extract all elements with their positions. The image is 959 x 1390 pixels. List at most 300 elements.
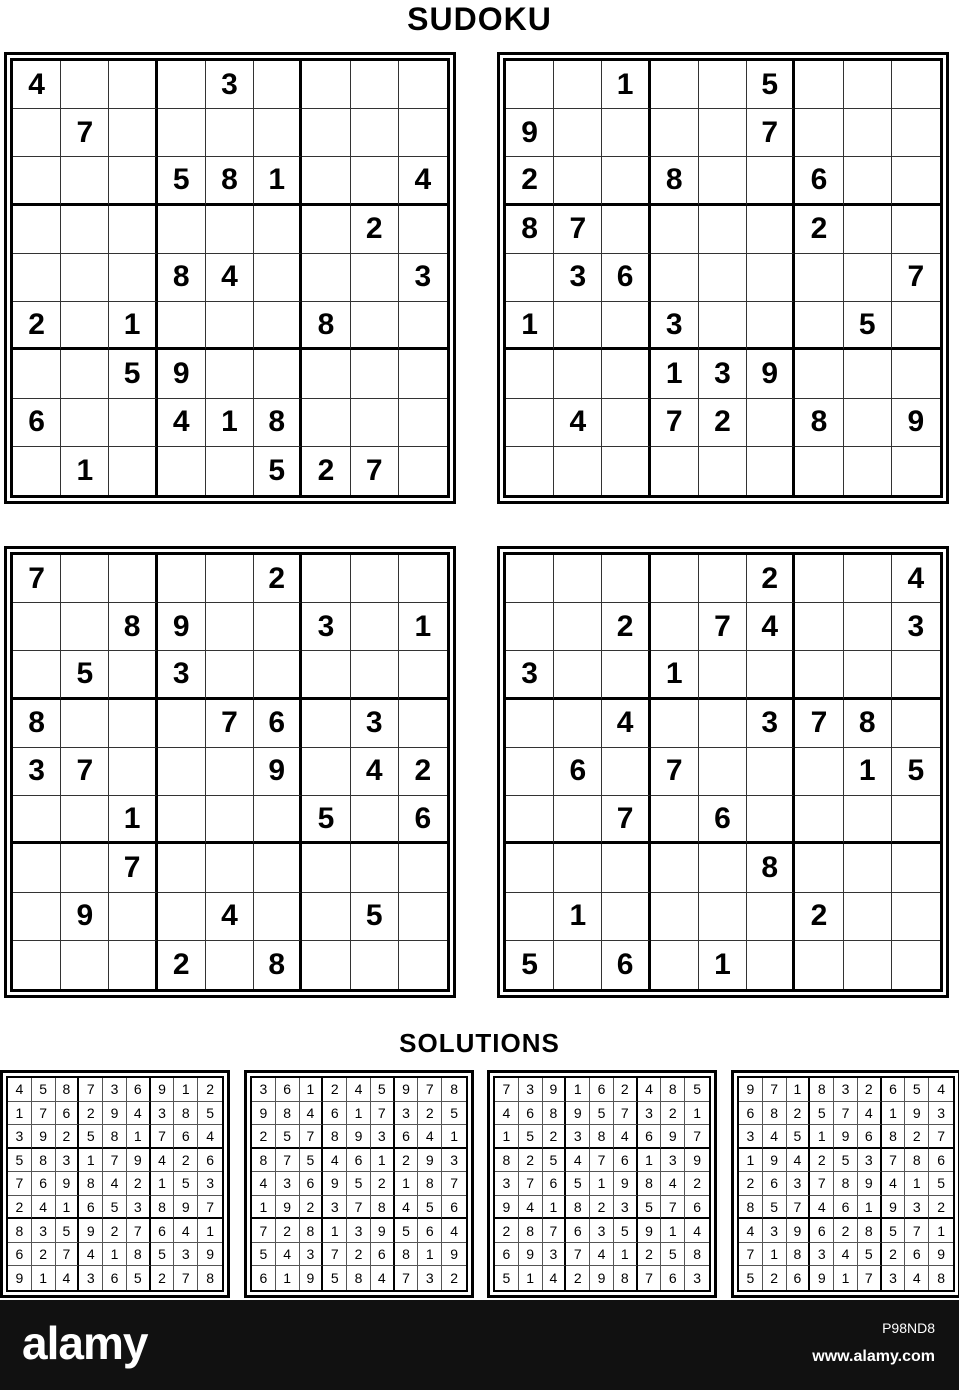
solution-cell: 9 — [8, 1266, 32, 1290]
puzzle-cell — [844, 254, 892, 302]
puzzle-cell: 4 — [351, 748, 399, 796]
solution-cell: 7 — [495, 1078, 519, 1102]
solution-cell: 5 — [395, 1219, 419, 1243]
puzzle-cell — [506, 254, 554, 302]
solution-cell: 6 — [32, 1172, 56, 1196]
solution-cell: 6 — [519, 1102, 543, 1126]
solution-cell: 3 — [543, 1243, 567, 1267]
solution-cell: 6 — [590, 1078, 614, 1102]
puzzle-cell — [892, 206, 940, 254]
solution-cell: 4 — [929, 1078, 953, 1102]
puzzle-cell — [254, 61, 302, 109]
solution-cell: 6 — [834, 1196, 858, 1220]
solution-cell: 3 — [395, 1102, 419, 1126]
solution-cell: 4 — [787, 1149, 811, 1173]
solution-cell: 8 — [418, 1172, 442, 1196]
solution-cell: 3 — [834, 1078, 858, 1102]
puzzle-cell — [795, 302, 843, 350]
puzzle-cell — [506, 350, 554, 398]
solution-cell: 4 — [590, 1243, 614, 1267]
puzzle-cell — [302, 941, 350, 989]
solution-cell: 5 — [519, 1125, 543, 1149]
puzzle-cell: 8 — [302, 302, 350, 350]
solution-cell: 9 — [32, 1125, 56, 1149]
solution-cell: 5 — [103, 1196, 127, 1220]
puzzle-cell: 5 — [254, 447, 302, 495]
puzzle-cell: 2 — [399, 748, 447, 796]
puzzle-cell — [844, 603, 892, 651]
solution-cell: 8 — [276, 1102, 300, 1126]
solution-cell: 6 — [371, 1243, 395, 1267]
solution-cell: 6 — [763, 1172, 787, 1196]
puzzle-cell — [399, 447, 447, 495]
solution-cell: 9 — [858, 1172, 882, 1196]
puzzle-cell: 6 — [254, 700, 302, 748]
solution-cell: 8 — [685, 1243, 709, 1267]
solution-cell: 6 — [252, 1266, 276, 1290]
solution-cell: 7 — [395, 1266, 419, 1290]
solution-cell: 1 — [103, 1243, 127, 1267]
solution-cell: 3 — [323, 1196, 347, 1220]
puzzle-cell: 1 — [844, 748, 892, 796]
solution-cell: 1 — [763, 1243, 787, 1267]
puzzle-cell — [506, 61, 554, 109]
solution-cell: 9 — [543, 1078, 567, 1102]
puzzle-cell — [892, 941, 940, 989]
solution-cell: 3 — [787, 1172, 811, 1196]
solution-cell: 7 — [763, 1078, 787, 1102]
puzzle-cell — [61, 941, 109, 989]
solution-cell: 9 — [787, 1219, 811, 1243]
puzzle-cell — [554, 700, 602, 748]
puzzle-cell — [844, 350, 892, 398]
puzzle-cell — [699, 254, 747, 302]
solution-cell: 7 — [638, 1266, 662, 1290]
puzzle-cell — [61, 61, 109, 109]
solution-cell: 7 — [418, 1078, 442, 1102]
solution-cell: 1 — [276, 1266, 300, 1290]
solution-cell: 3 — [371, 1125, 395, 1149]
puzzle-cell: 6 — [602, 941, 650, 989]
solution-cell: 4 — [252, 1172, 276, 1196]
solution-cell: 5 — [418, 1196, 442, 1220]
puzzle-cell: 2 — [302, 447, 350, 495]
solution-cell: 1 — [32, 1266, 56, 1290]
puzzle-cell — [699, 302, 747, 350]
puzzle-cell — [795, 651, 843, 699]
puzzle-cell — [302, 206, 350, 254]
puzzle-cell: 7 — [747, 109, 795, 157]
puzzle-cell — [206, 651, 254, 699]
puzzle-cell — [254, 844, 302, 892]
puzzle-cell: 1 — [506, 302, 554, 350]
solution-cell: 4 — [103, 1172, 127, 1196]
puzzle-cell: 4 — [158, 399, 206, 447]
solution-cell: 7 — [590, 1149, 614, 1173]
puzzle-cell — [554, 796, 602, 844]
puzzle-cell — [13, 254, 61, 302]
puzzle-cell — [13, 350, 61, 398]
solution-cell: 4 — [198, 1125, 222, 1149]
puzzle-cell: 6 — [699, 796, 747, 844]
solution-cell: 5 — [929, 1172, 953, 1196]
puzzle-cell — [651, 603, 699, 651]
puzzle-cell — [206, 748, 254, 796]
puzzle-cell — [109, 157, 157, 205]
puzzle-cell — [109, 651, 157, 699]
solution-cell: 3 — [79, 1266, 103, 1290]
solution-cell: 4 — [543, 1266, 567, 1290]
puzzle-cell — [61, 254, 109, 302]
solution-cell: 6 — [929, 1149, 953, 1173]
puzzle-cell: 8 — [651, 157, 699, 205]
puzzle-cell — [399, 399, 447, 447]
solution-cell: 1 — [905, 1172, 929, 1196]
puzzle-cell — [747, 254, 795, 302]
solution-cell: 8 — [127, 1243, 151, 1267]
puzzle-cell — [651, 61, 699, 109]
solution-cell: 9 — [347, 1125, 371, 1149]
puzzle-cell — [602, 748, 650, 796]
solution-cell: 7 — [151, 1125, 175, 1149]
puzzle-cell — [351, 651, 399, 699]
puzzle-cell — [13, 447, 61, 495]
puzzle-cell: 2 — [254, 555, 302, 603]
solution-cell: 4 — [32, 1196, 56, 1220]
puzzle-cell — [602, 399, 650, 447]
puzzle-cell: 1 — [61, 447, 109, 495]
solution-cell: 7 — [347, 1196, 371, 1220]
puzzle-cell: 9 — [892, 399, 940, 447]
puzzle-cell: 4 — [206, 893, 254, 941]
puzzle-cell: 7 — [206, 700, 254, 748]
puzzle-cell: 5 — [302, 796, 350, 844]
solution-cell: 8 — [763, 1102, 787, 1126]
solution-cell: 8 — [300, 1219, 324, 1243]
solution-cell: 3 — [763, 1219, 787, 1243]
puzzle-cell: 4 — [747, 603, 795, 651]
solution-cell: 8 — [174, 1102, 198, 1126]
solution-cell: 3 — [638, 1102, 662, 1126]
puzzle-cell — [651, 555, 699, 603]
solution-cell: 5 — [347, 1172, 371, 1196]
puzzle-cell — [399, 651, 447, 699]
solution-cell: 2 — [300, 1196, 324, 1220]
puzzle-cell — [699, 157, 747, 205]
solution-cell: 8 — [590, 1125, 614, 1149]
solution-cell: 3 — [566, 1125, 590, 1149]
puzzle-cell — [302, 844, 350, 892]
puzzle-cell — [13, 109, 61, 157]
solution-cell: 3 — [590, 1219, 614, 1243]
solution-cell: 4 — [519, 1196, 543, 1220]
solution-cell: 1 — [442, 1125, 466, 1149]
puzzle-cell: 3 — [302, 603, 350, 651]
solution-cell: 6 — [739, 1102, 763, 1126]
solution-cell: 6 — [566, 1219, 590, 1243]
solution-cell: 1 — [810, 1125, 834, 1149]
puzzle-cell: 3 — [351, 700, 399, 748]
solution-cell: 9 — [442, 1243, 466, 1267]
puzzle-cell — [61, 700, 109, 748]
puzzle-cell — [254, 796, 302, 844]
puzzle-cell — [844, 651, 892, 699]
puzzle-cell: 9 — [747, 350, 795, 398]
puzzle-cell — [699, 893, 747, 941]
puzzle-cell: 3 — [506, 651, 554, 699]
puzzle-cell — [254, 651, 302, 699]
puzzle-cell — [399, 700, 447, 748]
puzzle-cell: 5 — [892, 748, 940, 796]
page-title: SUDOKU — [407, 1, 552, 37]
puzzle-cell — [506, 603, 554, 651]
solution-cell: 5 — [810, 1102, 834, 1126]
solution-cell: 8 — [519, 1219, 543, 1243]
puzzle-cell — [351, 350, 399, 398]
puzzle-cell — [254, 350, 302, 398]
solution-cell: 8 — [206, 1270, 214, 1287]
puzzle-cell — [892, 893, 940, 941]
solution-cell: 3 — [56, 1149, 80, 1173]
solution-cell: 8 — [810, 1078, 834, 1102]
puzzle-cell: 6 — [795, 157, 843, 205]
puzzle-cell — [109, 61, 157, 109]
sudoku-puzzle-3 — [4, 546, 456, 998]
solution-cell: 8 — [566, 1196, 590, 1220]
solution-cell: 6 — [103, 1266, 127, 1290]
solution-cell: 6 — [8, 1243, 32, 1267]
solution-cell: 9 — [739, 1078, 763, 1102]
puzzle-cell: 7 — [795, 700, 843, 748]
solution-cell: 7 — [929, 1125, 953, 1149]
solution-cell: 1 — [323, 1219, 347, 1243]
solution-cell: 1 — [495, 1125, 519, 1149]
puzzle-cell: 8 — [254, 399, 302, 447]
solution-cell: 2 — [763, 1266, 787, 1290]
solutions-title: SOLUTIONS — [399, 1028, 560, 1058]
solution-cell: 2 — [834, 1219, 858, 1243]
puzzle-cell: 7 — [109, 844, 157, 892]
solution-cell: 6 — [685, 1196, 709, 1220]
solution-cell: 2 — [566, 1266, 590, 1290]
solution-cell: 8 — [638, 1172, 662, 1196]
solution-cell: 3 — [519, 1078, 543, 1102]
puzzle-cell: 7 — [892, 254, 940, 302]
puzzle-cell — [699, 844, 747, 892]
puzzle-cell: 4 — [554, 399, 602, 447]
puzzle-cell — [699, 651, 747, 699]
puzzle-cell — [13, 941, 61, 989]
solution-cell: 7 — [79, 1078, 103, 1102]
puzzle-cell — [602, 844, 650, 892]
solution-cell: 9 — [418, 1149, 442, 1173]
puzzle-cell — [554, 844, 602, 892]
solution-cell: 8 — [8, 1219, 32, 1243]
solution-cell: 5 — [32, 1078, 56, 1102]
solution-cell: 4 — [810, 1196, 834, 1220]
solution-cell: 3 — [103, 1078, 127, 1102]
solution-cell: 8 — [834, 1172, 858, 1196]
solution-cell: 1 — [614, 1243, 638, 1267]
solution-cell: 9 — [151, 1078, 175, 1102]
solution-cell: 4 — [395, 1196, 419, 1220]
puzzle-cell — [795, 941, 843, 989]
puzzle-cell — [795, 844, 843, 892]
puzzle-cell — [892, 447, 940, 495]
solution-cell: 4 — [347, 1078, 371, 1102]
puzzle-cell — [892, 844, 940, 892]
solution-cell: 3 — [739, 1125, 763, 1149]
solution-cell: 6 — [56, 1102, 80, 1126]
solution-cell: 7 — [685, 1125, 709, 1149]
solution-cell: 9 — [519, 1243, 543, 1267]
solution-cell: 3 — [418, 1266, 442, 1290]
puzzle-cell — [892, 109, 940, 157]
puzzle-cell — [158, 796, 206, 844]
puzzle-cell: 8 — [158, 254, 206, 302]
puzzle-cell: 5 — [506, 941, 554, 989]
puzzle-cell: 6 — [554, 748, 602, 796]
solution-cell: 2 — [787, 1102, 811, 1126]
solution-cell: 7 — [442, 1172, 466, 1196]
puzzle-cell: 5 — [844, 302, 892, 350]
puzzle-cell — [206, 844, 254, 892]
solution-cell: 9 — [174, 1196, 198, 1220]
puzzle-cell — [699, 748, 747, 796]
solution-cell: 1 — [834, 1266, 858, 1290]
solution-cell: 7 — [103, 1149, 127, 1173]
solution-cell: 2 — [858, 1078, 882, 1102]
puzzle-cell — [506, 399, 554, 447]
puzzle-cell — [302, 350, 350, 398]
puzzle-cell — [206, 350, 254, 398]
solution-cell: 6 — [495, 1243, 519, 1267]
solution-cell: 9 — [590, 1266, 614, 1290]
solution-cell: 2 — [685, 1172, 709, 1196]
solution-cell: 4 — [858, 1102, 882, 1126]
solution-cell: 7 — [661, 1196, 685, 1220]
puzzle-cell — [61, 844, 109, 892]
puzzle-cell — [158, 61, 206, 109]
puzzle-cell: 3 — [699, 350, 747, 398]
puzzle-cell: 1 — [109, 796, 157, 844]
solution-cell: 3 — [495, 1172, 519, 1196]
solution-cell: 5 — [590, 1102, 614, 1126]
solution-cell: 3 — [614, 1196, 638, 1220]
solution-cell: 2 — [371, 1172, 395, 1196]
puzzle-cell: 6 — [602, 254, 650, 302]
solution-cell: 2 — [929, 1196, 953, 1220]
solution-cell: 2 — [739, 1172, 763, 1196]
puzzle-cell — [699, 206, 747, 254]
solution-cell: 4 — [614, 1125, 638, 1149]
alamy-logo: alamy — [22, 1317, 148, 1369]
puzzle-cell: 7 — [351, 447, 399, 495]
solution-cell: 6 — [276, 1078, 300, 1102]
puzzle-cell — [206, 206, 254, 254]
puzzle-cell — [602, 447, 650, 495]
solution-cell: 5 — [905, 1078, 929, 1102]
solution-cell: 6 — [810, 1219, 834, 1243]
puzzle-cell — [254, 302, 302, 350]
solution-cell: 4 — [174, 1219, 198, 1243]
puzzle-cell: 9 — [254, 748, 302, 796]
solution-cell: 9 — [395, 1078, 419, 1102]
puzzle-cell: 7 — [602, 796, 650, 844]
solution-cell: 4 — [79, 1243, 103, 1267]
puzzle-cell — [892, 302, 940, 350]
puzzle-cell: 3 — [13, 748, 61, 796]
puzzle-cell — [399, 941, 447, 989]
solution-cell: 9 — [79, 1219, 103, 1243]
solution-cell: 8 — [495, 1149, 519, 1173]
puzzle-cell — [747, 941, 795, 989]
puzzle-cell — [795, 109, 843, 157]
puzzle-cell — [844, 844, 892, 892]
puzzle-cell — [158, 109, 206, 157]
solution-cell: 3 — [8, 1125, 32, 1149]
puzzle-cell — [602, 302, 650, 350]
solution-cell: 6 — [614, 1149, 638, 1173]
solution-cell: 1 — [8, 1102, 32, 1126]
solution-cell: 7 — [739, 1243, 763, 1267]
puzzle-cell — [109, 748, 157, 796]
puzzle-cell — [747, 447, 795, 495]
puzzle-cell — [13, 206, 61, 254]
puzzle-cell — [206, 555, 254, 603]
solution-cell: 3 — [693, 1270, 701, 1287]
puzzle-cell — [399, 893, 447, 941]
puzzle-cell — [399, 109, 447, 157]
solution-cell: 5 — [495, 1266, 519, 1290]
puzzle-cell — [892, 796, 940, 844]
solution-cell: 7 — [276, 1149, 300, 1173]
puzzle-cell: 8 — [747, 844, 795, 892]
puzzle-cell — [602, 350, 650, 398]
solution-cell: 2 — [8, 1196, 32, 1220]
solution-cell: 9 — [661, 1125, 685, 1149]
solution-cell: 5 — [79, 1125, 103, 1149]
puzzle-cell: 2 — [13, 302, 61, 350]
sudoku-puzzle-4 — [497, 546, 949, 998]
puzzle-cell — [651, 109, 699, 157]
solution-cell: 2 — [151, 1266, 175, 1290]
puzzle-cell — [892, 651, 940, 699]
solution-cell: 1 — [929, 1219, 953, 1243]
solution-cell: 1 — [252, 1196, 276, 1220]
puzzle-cell: 3 — [158, 651, 206, 699]
puzzle-cell — [602, 109, 650, 157]
solution-cell: 1 — [56, 1196, 80, 1220]
puzzle-cell: 9 — [506, 109, 554, 157]
puzzle-cell — [506, 555, 554, 603]
puzzle-cell — [554, 555, 602, 603]
puzzle-cell — [158, 302, 206, 350]
puzzle-cell — [13, 157, 61, 205]
puzzle-cell — [651, 796, 699, 844]
solution-cell: 1 — [638, 1149, 662, 1173]
solution-cell: 9 — [685, 1149, 709, 1173]
solution-cell: 3 — [442, 1149, 466, 1173]
puzzle-cell — [13, 651, 61, 699]
puzzle-cell: 7 — [13, 555, 61, 603]
solution-cell: 7 — [8, 1172, 32, 1196]
solution-cell: 1 — [590, 1172, 614, 1196]
puzzle-cell: 4 — [399, 157, 447, 205]
puzzle-cell — [302, 893, 350, 941]
solution-cell: 8 — [79, 1172, 103, 1196]
solution-cell: 6 — [858, 1125, 882, 1149]
